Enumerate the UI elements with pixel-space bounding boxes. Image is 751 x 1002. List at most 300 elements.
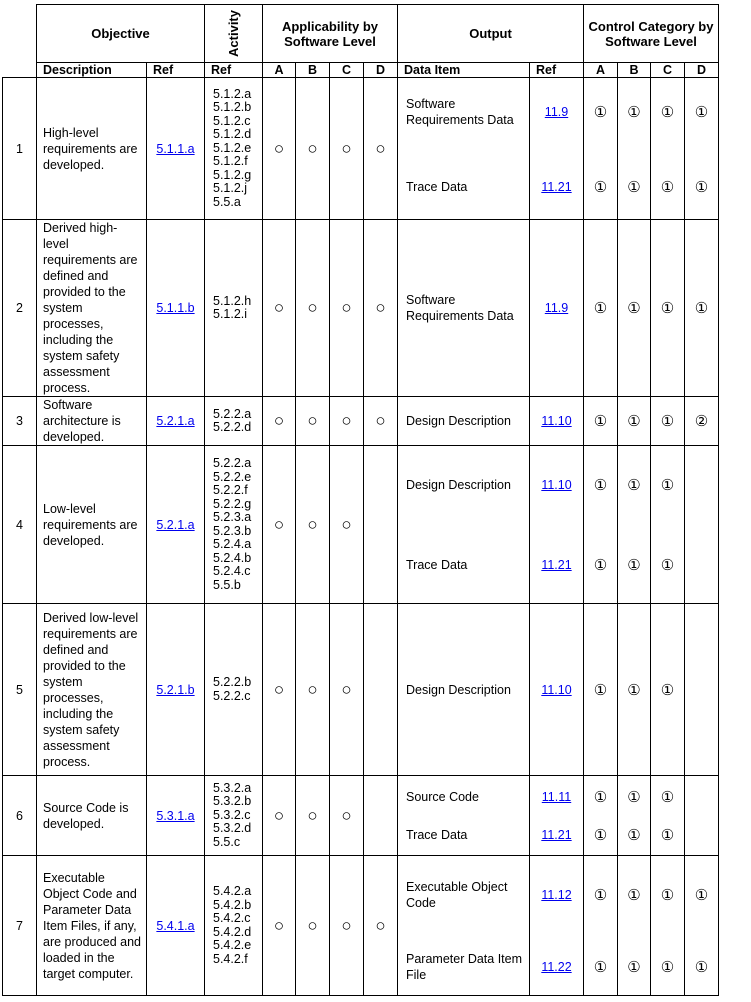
control-category-level-c — [651, 220, 685, 397]
control-category-mark: ① — [694, 300, 709, 317]
objective-header: Objective — [37, 5, 205, 63]
control-category-mark: ① — [694, 178, 709, 196]
applicability-mark: ○ — [273, 138, 285, 158]
applicability-level-d — [364, 220, 398, 397]
activity-refs — [205, 856, 263, 996]
activity-refs — [205, 78, 263, 220]
output-ref-link[interactable]: 11.21 — [541, 828, 572, 843]
data-item-header: Data Item — [398, 63, 530, 78]
activity-ref: 5.4.2.f — [213, 951, 248, 966]
control-category-level-c — [651, 604, 685, 776]
output-refs — [530, 856, 584, 996]
control-category — [584, 401, 617, 441]
control-category-mark: ① — [627, 959, 641, 977]
applicability-mark: ○ — [307, 514, 318, 534]
applicability-level-a — [263, 220, 296, 397]
applicability-mark: ○ — [375, 138, 386, 158]
applicability-mark: ○ — [375, 915, 386, 935]
activity-ref: 5.2.2.a — [213, 456, 252, 470]
control-category — [651, 815, 684, 855]
data-item-label: Trace Data — [406, 828, 468, 843]
output-data-items — [398, 856, 530, 996]
applicability-level-b — [296, 856, 330, 996]
output-refs — [530, 446, 584, 604]
applicability-mark: ○ — [375, 411, 386, 430]
data-item-label: Executable Object Code — [406, 879, 508, 910]
data-item-label: Design Description — [406, 478, 511, 493]
applicability-mark: ○ — [307, 411, 318, 430]
table-row — [3, 446, 719, 604]
control-category — [584, 670, 617, 710]
table-row — [3, 604, 719, 776]
control-category-level-b — [618, 776, 651, 856]
activity-ref: 5.2.3.a — [213, 510, 252, 524]
applicability-level-c — [330, 776, 364, 856]
control-category-level-c — [651, 446, 685, 604]
output-data-items — [398, 776, 530, 856]
activity-ref: 5.3.2.a — [213, 780, 252, 795]
control-category-mark: ① — [660, 557, 675, 575]
applicability-level-b — [296, 220, 330, 397]
level-d-header: D — [364, 63, 398, 78]
control-category — [651, 288, 684, 328]
level-a-header: A — [263, 63, 296, 78]
data-item — [398, 545, 529, 585]
activity-ref: 5.4.2.d — [213, 924, 252, 939]
control-category-mark: ① — [593, 103, 608, 121]
control-category-mark: ① — [660, 103, 675, 121]
activity-refs — [205, 397, 263, 446]
control-category-level-d — [685, 446, 719, 604]
applicability-level-a — [263, 776, 296, 856]
control-category-mark: ① — [593, 178, 608, 196]
data-item — [398, 401, 529, 441]
row-number: 5 — [3, 604, 37, 776]
control-category-mark: ① — [627, 477, 641, 495]
output-data-items — [398, 446, 530, 604]
objective-description: Software architecture is developed. — [37, 397, 147, 446]
control-category-level-b — [618, 220, 651, 397]
applicability-level-a — [263, 446, 296, 604]
control-category — [584, 92, 617, 132]
objective-ref-cell — [147, 776, 205, 856]
applicability-mark: ○ — [341, 411, 352, 430]
applicability-mark: ○ — [273, 805, 285, 825]
control-category-header: Control Category by Software Level — [584, 5, 719, 63]
applicability-mark: ○ — [341, 915, 352, 935]
control-category-level-a — [584, 446, 618, 604]
row-number: 6 — [3, 776, 37, 856]
applicability-level-d — [364, 446, 398, 604]
applicability-mark: ○ — [341, 805, 352, 825]
control-category — [651, 465, 684, 505]
control-category-level-d — [685, 776, 719, 856]
control-category — [651, 92, 684, 132]
data-item — [398, 167, 529, 207]
applicability-mark: ○ — [273, 298, 285, 317]
control-category-mark: ① — [694, 103, 709, 121]
control-category — [685, 288, 718, 328]
activity-refs — [205, 604, 263, 776]
control-category-level-a — [584, 604, 618, 776]
applicability-mark: ○ — [307, 138, 318, 158]
objective-ref-link[interactable]: 5.1.1.a — [156, 141, 195, 156]
activity-ref: 5.2.2.d — [213, 420, 252, 434]
control-category — [584, 465, 617, 505]
output-ref — [530, 875, 583, 915]
output-ref — [530, 545, 583, 585]
control-category — [685, 777, 718, 817]
control-category — [685, 545, 718, 585]
applicability-level-a — [263, 856, 296, 996]
activity-ref: 5.3.2.b — [213, 794, 252, 809]
activity-ref: 5.1.2.i — [213, 307, 248, 321]
applicability-mark: ○ — [375, 298, 386, 317]
output-data-items — [398, 397, 530, 446]
table-row — [3, 776, 719, 856]
activity-ref: 5.2.2.c — [213, 688, 251, 703]
blank-corner-2 — [3, 63, 37, 78]
applicability-level-d — [364, 604, 398, 776]
output-ref — [530, 670, 583, 710]
control-category — [584, 167, 617, 207]
objective-description: High-level requirements are developed. — [37, 78, 147, 220]
output-ref-link[interactable]: 11.22 — [541, 960, 572, 975]
objective-description: Derived low-level requirements are defined and provided to the system processes, including the system safety assessment process. — [37, 604, 147, 776]
control-category-mark: ① — [593, 300, 608, 317]
control-category-level-a — [584, 856, 618, 996]
applicability-mark: ○ — [273, 679, 285, 699]
control-category-mark: ① — [660, 827, 675, 845]
table-row — [3, 78, 719, 220]
control-category-level-b — [618, 604, 651, 776]
control-category-mark: ① — [627, 886, 641, 904]
objective-ref-cell — [147, 220, 205, 397]
output-ref — [530, 92, 583, 132]
control-category — [651, 167, 684, 207]
output-ref — [530, 465, 583, 505]
activity-ref: 5.2.3.b — [213, 523, 252, 538]
output-refs — [530, 78, 584, 220]
table-row — [3, 397, 719, 446]
control-category-mark: ① — [627, 789, 641, 807]
control-category — [618, 545, 650, 585]
activity-ref: 5.2.2.e — [213, 469, 252, 484]
output-ref — [530, 288, 583, 328]
activity-ref: 5.1.2.c — [213, 113, 251, 128]
data-item-label: Design Description — [406, 414, 511, 428]
control-category-mark: ① — [660, 959, 675, 977]
control-category-level-a — [584, 78, 618, 220]
table-row — [3, 856, 719, 996]
blank-corner — [3, 5, 37, 63]
applicability-level-b — [296, 776, 330, 856]
cat-level-c-header: C — [651, 63, 685, 78]
output-ref — [530, 815, 583, 855]
control-category-mark: ① — [694, 959, 709, 977]
applicability-mark: ○ — [273, 411, 285, 430]
control-category — [618, 167, 650, 207]
activity-ref: 5.2.2.b — [213, 675, 252, 689]
output-ref-link[interactable]: 11.9 — [544, 104, 569, 119]
data-item — [398, 288, 529, 328]
control-category — [584, 288, 617, 328]
cat-level-d-header: D — [685, 63, 719, 78]
applicability-level-d — [364, 856, 398, 996]
activity-ref: 5.2.2.g — [213, 496, 252, 511]
applicability-mark: ○ — [273, 915, 285, 935]
activity-ref: 5.5.a — [213, 194, 241, 209]
control-category-level-d — [685, 397, 719, 446]
data-item-label: Software Requirements Data — [406, 293, 514, 323]
applicability-mark: ○ — [341, 514, 352, 534]
data-item-label: Design Description — [406, 682, 511, 697]
activity-refs — [205, 776, 263, 856]
level-b-header: B — [296, 63, 330, 78]
control-category — [618, 670, 650, 710]
control-category-mark: ① — [593, 789, 608, 807]
control-category-level-c — [651, 78, 685, 220]
applicability-level-c — [330, 397, 364, 446]
activity-ref: 5.1.2.d — [213, 127, 252, 142]
control-category-level-d — [685, 604, 719, 776]
output-ref — [530, 167, 583, 207]
output-ref-link[interactable]: 11.11 — [541, 790, 572, 805]
objective-ref-link[interactable]: 5.3.1.a — [156, 808, 195, 823]
control-category — [651, 545, 684, 585]
control-category — [584, 947, 617, 987]
objective-ref-link[interactable]: 5.2.1.b — [156, 682, 195, 697]
activity-ref: 5.4.2.e — [213, 938, 252, 952]
applicability-level-b — [296, 397, 330, 446]
control-category-mark: ① — [593, 886, 608, 904]
objective-description: Source Code is developed. — [37, 776, 147, 856]
header-row-2 — [3, 63, 719, 78]
applicability-mark: ○ — [307, 679, 318, 699]
objective-ref-cell — [147, 856, 205, 996]
output-refs — [530, 776, 584, 856]
control-category — [685, 401, 718, 441]
output-data-items — [398, 604, 530, 776]
data-item — [398, 670, 529, 710]
control-category-level-b — [618, 446, 651, 604]
control-category-mark: ① — [627, 178, 641, 196]
control-category-level-a — [584, 220, 618, 397]
activity-refs — [205, 220, 263, 397]
control-category-mark: ② — [694, 413, 709, 430]
activity-ref: 5.1.2.h — [213, 293, 252, 308]
control-category-mark: ① — [593, 681, 608, 699]
control-category-mark: ① — [627, 413, 641, 430]
objective-ref-link[interactable]: 5.1.1.b — [156, 301, 195, 315]
data-item — [398, 92, 529, 132]
data-item-label: Trace Data — [406, 558, 468, 573]
objective-ref-cell — [147, 446, 205, 604]
control-category-level-a — [584, 397, 618, 446]
activity-ref: 5.3.2.d — [213, 821, 252, 836]
applicability-level-d — [364, 397, 398, 446]
activity-ref: 5.2.4.c — [213, 564, 251, 578]
control-category-level-b — [618, 78, 651, 220]
applicability-level-d — [364, 776, 398, 856]
output-ref-link[interactable]: 11.9 — [544, 301, 569, 315]
data-item — [398, 777, 529, 817]
data-item-label: Trace Data — [406, 179, 468, 194]
output-ref-link[interactable]: 11.10 — [541, 682, 572, 697]
output-ref-link[interactable]: 11.10 — [541, 414, 572, 428]
objective-ref-link[interactable]: 5.4.1.a — [156, 918, 195, 933]
activity-ref: 5.5.b — [213, 577, 241, 592]
control-category-level-c — [651, 776, 685, 856]
objective-ref-header: Ref — [147, 63, 205, 78]
applicability-level-c — [330, 446, 364, 604]
applicability-level-a — [263, 397, 296, 446]
applicability-level-d — [364, 78, 398, 220]
table-body — [3, 78, 719, 996]
control-category — [685, 947, 718, 987]
activity-ref: 5.1.2.b — [213, 100, 252, 115]
row-number: 2 — [3, 220, 37, 397]
activity-ref: 5.3.2.c — [213, 807, 251, 822]
applicability-level-c — [330, 856, 364, 996]
control-category-mark: ① — [660, 300, 675, 317]
activity-ref: 5.1.2.e — [213, 140, 252, 155]
control-category-level-c — [651, 856, 685, 996]
output-ref-link[interactable]: 11.21 — [541, 179, 572, 194]
activity-ref: 5.1.2.j — [213, 181, 248, 196]
table-row — [3, 220, 719, 397]
control-category-mark: ① — [593, 827, 608, 845]
row-number: 7 — [3, 856, 37, 996]
activity-ref: 5.1.2.f — [213, 154, 248, 169]
data-item — [398, 815, 529, 855]
level-c-header: C — [330, 63, 364, 78]
output-data-items — [398, 78, 530, 220]
applicability-mark: ○ — [341, 298, 352, 317]
activity-ref: 5.4.2.a — [213, 884, 252, 898]
activity-ref-header: Ref — [205, 63, 263, 78]
activity-ref: 5.2.4.b — [213, 550, 252, 565]
control-category-level-d — [685, 78, 719, 220]
objective-description: Executable Object Code and Parameter Data Item Files, if any, are produced and loaded in the target computer. — [37, 856, 147, 996]
data-item — [398, 947, 529, 987]
activity-ref: 5.2.4.a — [213, 537, 252, 551]
control-category — [651, 947, 684, 987]
control-category-level-d — [685, 856, 719, 996]
data-item-label: Software Requirements Data — [406, 96, 514, 127]
control-category-mark: ① — [660, 413, 675, 430]
applicability-level-a — [263, 604, 296, 776]
output-ref-link[interactable]: 11.12 — [541, 887, 572, 902]
control-category — [651, 777, 684, 817]
activity-ref: 5.4.2.c — [213, 911, 251, 925]
control-category-mark: ① — [660, 178, 675, 196]
control-category — [618, 777, 650, 817]
control-category — [584, 875, 617, 915]
cat-level-a-header: A — [584, 63, 618, 78]
control-category-mark: ① — [660, 789, 675, 807]
data-item-label: Parameter Data Item File — [406, 952, 523, 983]
objective-description: Low-level requirements are developed. — [37, 446, 147, 604]
control-category-mark: ① — [593, 413, 608, 430]
applicability-level-a — [263, 78, 296, 220]
applicability-level-b — [296, 446, 330, 604]
row-number: 1 — [3, 78, 37, 220]
output-data-items — [398, 220, 530, 397]
activity-ref: 5.1.2.g — [213, 167, 252, 182]
control-category-level-b — [618, 856, 651, 996]
control-category-mark: ① — [627, 681, 641, 699]
activity-refs — [205, 446, 263, 604]
output-ref — [530, 401, 583, 441]
activity-ref: 5.5.c — [213, 834, 241, 849]
cat-level-b-header: B — [618, 63, 651, 78]
control-category — [618, 815, 650, 855]
control-category — [584, 777, 617, 817]
row-number: 3 — [3, 397, 37, 446]
control-category-level-d — [685, 220, 719, 397]
control-category-mark: ① — [660, 886, 675, 904]
objective-ref-cell — [147, 397, 205, 446]
objectives-table — [2, 4, 719, 996]
description-header: Description — [37, 63, 147, 78]
applicability-mark: ○ — [307, 915, 318, 935]
control-category-mark: ① — [660, 681, 675, 699]
control-category-level-a — [584, 776, 618, 856]
objective-ref-link[interactable]: 5.2.1.a — [156, 414, 195, 428]
applicability-level-b — [296, 604, 330, 776]
control-category — [584, 815, 617, 855]
output-ref-header: Ref — [530, 63, 584, 78]
objective-ref-cell — [147, 604, 205, 776]
objective-description: Derived high-level requirements are defined and provided to the system processes, including the system safety assessment process. — [37, 220, 147, 397]
control-category-mark: ① — [593, 959, 608, 977]
control-category — [584, 545, 617, 585]
control-category-mark: ① — [627, 103, 641, 121]
activity-ref: 5.4.2.b — [213, 897, 252, 912]
control-category — [685, 167, 718, 207]
output-refs — [530, 397, 584, 446]
control-category — [618, 92, 650, 132]
control-category — [618, 875, 650, 915]
activity-header — [205, 5, 263, 63]
applicability-header: Applicability by Software Level — [263, 5, 398, 63]
applicability-level-c — [330, 78, 364, 220]
control-category-mark: ① — [593, 477, 608, 495]
data-item — [398, 465, 529, 505]
control-category-mark: ① — [627, 557, 641, 575]
control-category — [685, 670, 718, 710]
activity-ref: 5.1.2.a — [213, 86, 252, 101]
header-row-1 — [3, 5, 719, 63]
control-category-level-b — [618, 397, 651, 446]
applicability-mark: ○ — [307, 298, 318, 317]
control-category — [651, 875, 684, 915]
applicability-mark: ○ — [341, 679, 352, 699]
objective-ref-cell — [147, 78, 205, 220]
activity-ref: 5.2.2.f — [213, 483, 248, 497]
control-category — [685, 875, 718, 915]
data-item-label: Source Code — [406, 790, 479, 805]
activity-header-label: Activity — [226, 10, 241, 57]
control-category-mark: ① — [627, 827, 641, 845]
output-ref — [530, 947, 583, 987]
output-ref-link[interactable]: 11.21 — [541, 558, 572, 573]
output-ref-link[interactable]: 11.10 — [541, 478, 572, 493]
data-item — [398, 875, 529, 915]
control-category — [651, 670, 684, 710]
objective-ref-link[interactable]: 5.2.1.a — [156, 517, 195, 532]
